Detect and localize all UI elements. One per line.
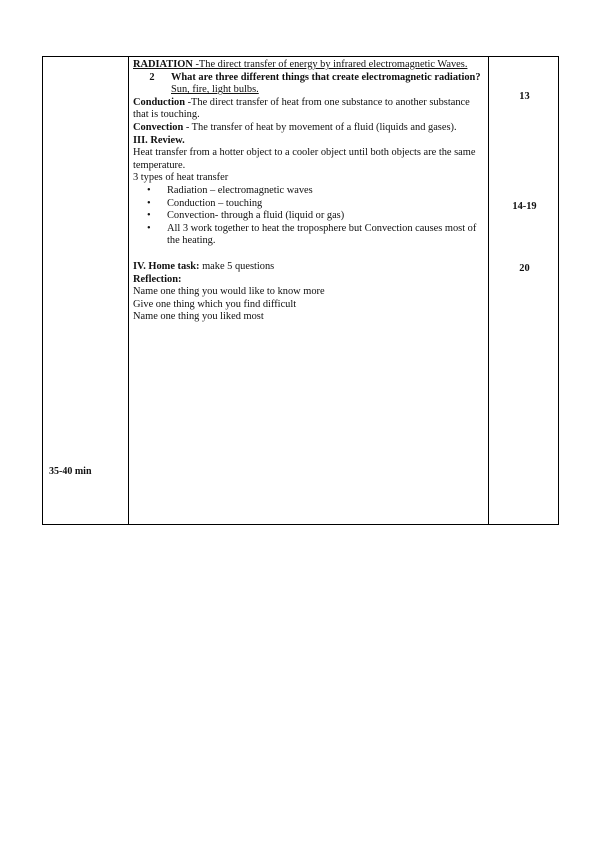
convection-def: - The transfer of heat by movement of a fluid (liquids and gases). [183,121,457,133]
list-item-text: Radiation – electromagnetic waves [167,184,313,196]
radiation-definition [133,59,485,72]
slide-number: 13 [519,91,530,102]
radiation-def: -The direct transfer of energy by infrared electromagnetic Waves. [192,59,468,70]
types-text: 3 types of heat transfer [133,172,229,184]
spacer [133,248,485,261]
list-item [133,185,485,198]
list-item [133,223,485,248]
conduction-definition [133,97,485,122]
list-item-text: Conduction – touching [167,197,263,209]
lesson-table [42,56,559,525]
list-item-text: Convection- through a fluid (liquid or gas) [167,210,345,222]
bullet-icon: • [147,222,151,234]
reflection-label: Reflection: [133,273,182,285]
radiation-term: RADIATION [133,59,193,70]
slide-number: 14-19 [512,201,537,212]
home-task-text: make 5 questions [199,260,275,272]
convection-term: Convection [133,121,184,133]
convection-definition [133,122,485,135]
list-item [133,210,485,223]
column-divider [488,57,489,524]
column-divider [128,57,129,524]
question-number: 2 [149,71,155,83]
reflection-line: Give one thing which you find difficult [133,298,297,310]
conduction-term: Conduction [133,96,185,108]
bullet-icon: • [147,184,151,196]
home-task-label: IV. Home task: [133,260,200,272]
lesson-content [133,59,485,324]
conduction-def: -The direct transfer of heat from one substance to another substance that is touching. [133,96,470,121]
home-task [133,261,485,274]
question-2 [133,72,485,85]
bullet-icon: • [147,210,151,222]
slide-number: 20 [519,263,530,274]
time-label: 35-40 min [49,466,92,477]
review-heading: III. Review. [133,134,185,146]
reflection-line: Name one thing you would like to know more [133,286,325,298]
list-item-text: All 3 work together to heat the troposphere but Convection causes most of the heating. [167,222,477,247]
bullet-icon: • [147,197,151,209]
question-text: What are three different things that create electromagnetic radiation? [171,71,481,83]
heat-transfer-list [133,185,485,248]
question-answer: Sun, fire, light bulbs. [171,84,259,96]
reflection-line: Name one thing you liked most [133,311,264,323]
list-item [133,198,485,211]
review-text: Heat transfer from a hotter object to a cooler object until both objects are the same temperature. [133,147,476,171]
